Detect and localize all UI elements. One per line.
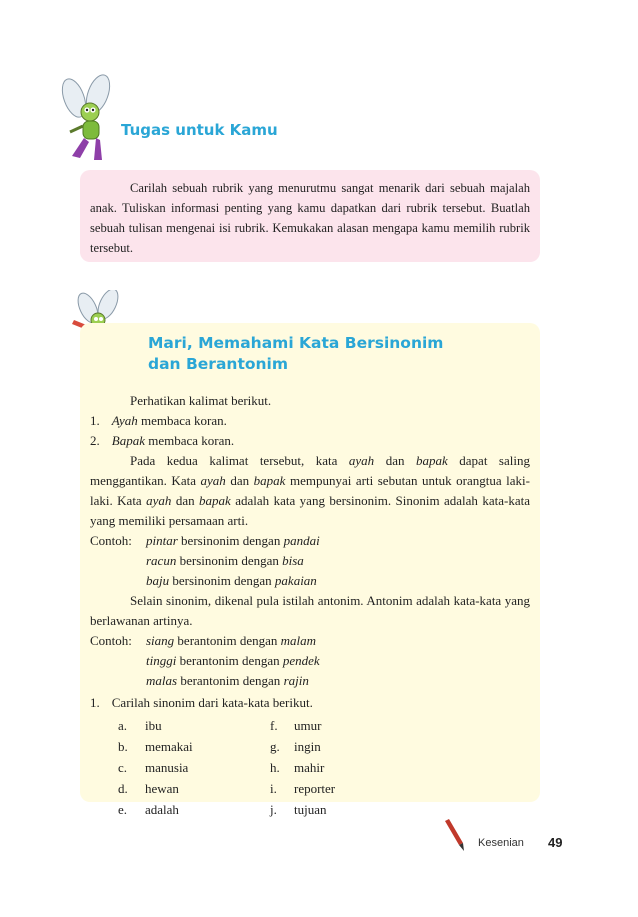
lesson-title — [148, 333, 443, 375]
antonym-example-2: tinggi berantonim dengan pendek — [146, 653, 320, 668]
synonym-examples: Contoh: pintar bersinonim dengan pandai racun bersinonim dengan bisa baju bersinonim dengan pakaian — [90, 531, 530, 591]
word-item: i. reporter — [270, 781, 336, 796]
task-box — [80, 170, 540, 262]
word-item: e. adalah — [118, 802, 179, 817]
pencil-icon — [442, 818, 466, 854]
word-item: f. umur — [270, 718, 322, 733]
exercise-word-list — [90, 715, 530, 819]
page-number: 49 — [548, 835, 563, 850]
task-title: Tugas untuk Kamu — [121, 121, 278, 139]
dragonfly-mascot-icon — [58, 72, 122, 164]
antonym-example-1: siang berantonim dengan malam — [146, 633, 317, 648]
word-list-right — [270, 715, 335, 820]
lesson-intro: Perhatikan kalimat berikut. — [130, 393, 272, 408]
lesson-body — [90, 391, 530, 819]
footer-subject: Kesenian — [478, 837, 524, 849]
word-item: c. manusia — [118, 760, 189, 775]
lesson-title-line1: Mari, Memahami Kata Bersinonim — [148, 334, 444, 352]
sentence-2: 2. Bapak membaca koran. — [90, 433, 235, 448]
word-item: a. ibu — [118, 718, 162, 733]
sentence-1: 1. Ayah membaca koran. — [90, 413, 227, 428]
antonym-paragraph: Selain sinonim, dikenal pula istilah antonim. Antonim adalah kata-kata yang berlawanan artinya. — [90, 593, 530, 628]
lesson-title-line2: dan Berantonim — [148, 355, 289, 373]
word-item: g. ingin — [270, 739, 321, 754]
word-item: j. tujuan — [270, 802, 327, 817]
word-list-left — [118, 715, 193, 820]
synonym-paragraph: Pada kedua kalimat tersebut, kata ayah dan bapak dapat saling menggantikan. Kata ayah dan bapak mempunyai arti sebutan untuk orangtua laki-laki. Kata ayah dan bapak adalah kata yang bersinonim. Sinonim adalah kata-kata yang memiliki persamaan arti. — [90, 453, 530, 528]
word-item: b. memakai — [118, 739, 193, 754]
synonym-example-3: baju bersinonim dengan pakaian — [146, 573, 317, 588]
task-body: Carilah sebuah rubrik yang menurutmu sangat menarik dari sebuah majalah anak. Tuliskan informasi penting yang kamu dapatkan dari rubrik tersebut. Buatlah sebuah tulisan mengenai isi rubrik. Kemukakan alasan mengapa kamu memilih rubrik tersebut. — [90, 181, 530, 255]
antonym-examples: Contoh: siang berantonim dengan malam tinggi berantonim dengan pendek malas berantonim dengan rajin — [90, 631, 530, 691]
antonym-example-3: malas berantonim dengan rajin — [146, 673, 309, 688]
synonym-example-2: racun bersinonim dengan bisa — [146, 553, 304, 568]
word-item: d. hewan — [118, 781, 179, 796]
word-item: h. mahir — [270, 760, 325, 775]
synonym-example-1: pintar bersinonim dengan pandai — [146, 533, 320, 548]
exercise-instruction: 1. Carilah sinonim dari kata-kata berikut. — [90, 695, 313, 710]
